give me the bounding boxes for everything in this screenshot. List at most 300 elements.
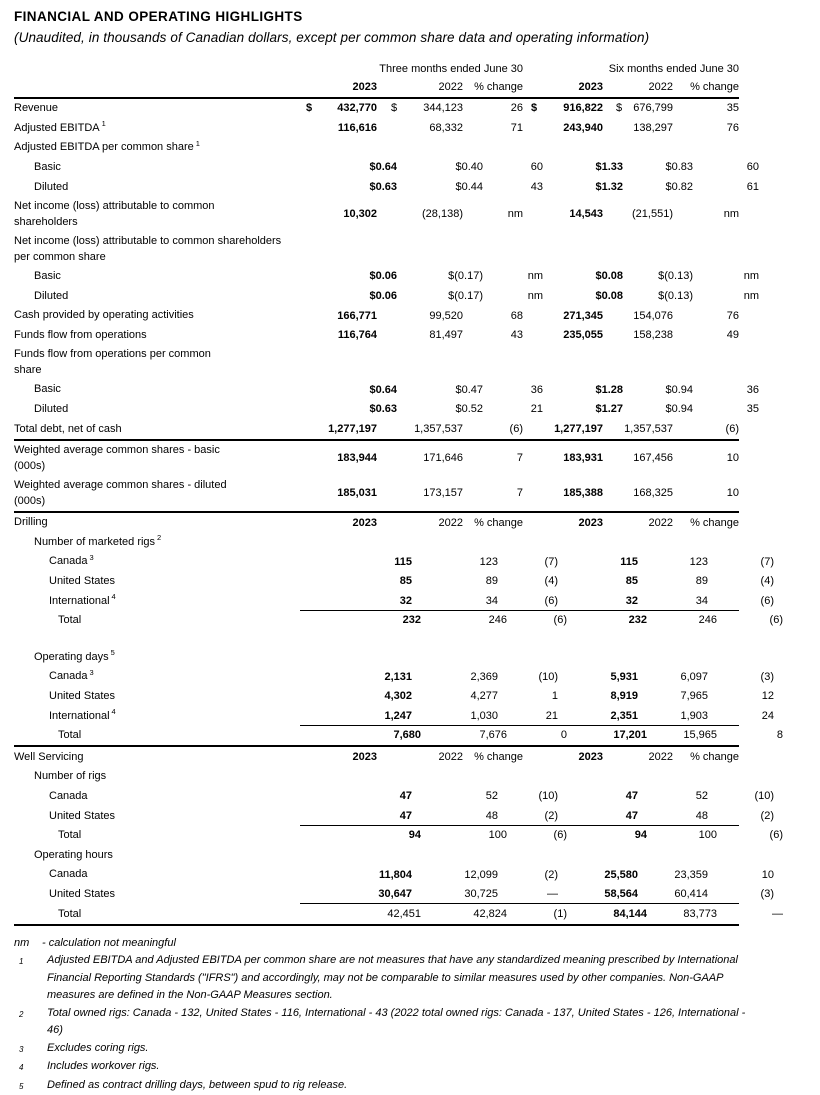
row-values [300,81,739,93]
pct-change-6mo: 76 [726,309,739,322]
pct-change-6mo: 36 [746,383,759,396]
value-2022-3mo: 2022 [438,751,463,764]
pct-change-3mo: — [547,888,558,901]
row-values [344,614,783,626]
value-2023-6mo: 17,201 [613,729,647,742]
group-header-three-months: Three months ended June 30 [379,63,523,75]
row-label-line: shareholders [14,216,78,229]
table-row [14,99,739,119]
row-values [335,790,774,802]
pct-change-3mo: 26 [510,102,523,115]
value-2023-6mo: 58,564 [604,888,638,901]
value-2022-6mo: 154,076 [633,309,673,322]
spacer-row [14,630,739,647]
row-label [14,198,300,231]
value-2022-3mo: (28,138) [422,208,463,221]
row-label [14,688,335,705]
value-2022-6mo: $(0.13) [658,289,693,302]
value-2023-6mo: 1,277,197 [554,422,603,435]
value-2023-6mo: 185,388 [563,487,603,500]
pct-change-3mo: % change [474,516,523,529]
row-label [14,139,300,156]
row-label [14,346,300,379]
row-values [300,122,739,134]
footnote [14,1058,816,1077]
value-2023-3mo: 10,302 [343,208,377,221]
row-values [300,208,739,220]
table-row [14,786,774,806]
table-row [14,118,739,138]
row-label-line: Total [58,729,82,742]
row-label-line: Canada [49,789,88,802]
value-2023-3mo: $0.63 [369,180,397,193]
row-values [335,671,774,683]
row-values [344,908,783,920]
value-2023-6mo: $1.33 [595,161,623,174]
section-header-row [14,747,739,767]
value-2023-3mo: 185,031 [337,487,377,500]
pct-change-6mo: 60 [746,161,759,174]
pct-change-6mo: 35 [746,403,759,416]
row-label-line: Net income (loss) attributable to common [14,199,215,212]
table-row [14,572,774,592]
value-2023-3mo: 2,131 [384,670,412,683]
dollar-sign: $ [616,102,623,115]
row-values [320,290,759,302]
value-2022-3mo: 173,157 [423,487,463,500]
value-2023-3mo: 115 [394,555,412,568]
table-row [14,532,739,552]
row-values [320,181,759,193]
row-values [320,161,759,173]
pct-change-3mo: 68 [510,309,523,322]
value-2023-6mo: $1.27 [595,403,623,416]
value-2022-3mo: $0.40 [455,161,483,174]
value-2023-6mo: 2023 [578,751,603,764]
table-row [14,667,774,687]
value-2022-6mo: 123 [689,555,708,568]
pct-change-3mo: (6) [544,594,558,607]
value-2022-6mo: 167,456 [633,452,673,465]
value-2022-6mo: $0.83 [665,161,693,174]
table-rows [14,77,783,926]
pct-change-3mo: (6) [509,422,523,435]
row-values [344,829,783,841]
value-2022-3mo: $(0.17) [448,270,483,283]
value-2022-3mo: 171,646 [423,452,463,465]
table-row [14,591,774,611]
row-label [14,120,300,137]
dollar-sign: $ [391,102,398,115]
value-2023-3mo: 42,451 [387,907,421,920]
row-label-line: Basic [34,270,61,283]
pct-change-6mo: 10 [761,868,774,881]
row-label-line: Basic [34,160,61,173]
value-2022-3mo: 246 [488,614,507,627]
value-2023-3mo: 85 [399,575,412,588]
value-2023-6mo: 115 [620,555,638,568]
value-2023-6mo: 232 [628,614,647,627]
value-2023-6mo: 84,144 [613,907,647,920]
pct-change-6mo: (6) [769,829,783,842]
row-label [14,593,335,610]
page-subtitle: (Unaudited, in thousands of Canadian dollars, except per common share data and operating information) [14,30,650,45]
table-row [14,232,739,267]
value-2023-3mo: 30,647 [378,888,412,901]
row-label [14,477,300,510]
value-2022-3mo: $0.52 [455,403,483,416]
row-values [335,690,774,702]
value-2022-6mo: 158,238 [633,329,673,342]
table-row [14,865,774,885]
footnote-reference: 1 [195,138,200,148]
row-label-line: Total [58,614,82,627]
row-values [300,423,739,435]
value-2023-3mo: 4,302 [384,690,412,703]
value-2023-3mo: $0.64 [369,161,397,174]
row-label-line: Operating hours [34,848,113,861]
row-label-line: Funds flow from operations per common [14,347,211,360]
pct-change-6mo: — [772,907,783,920]
table-row [14,845,739,865]
table-row [14,157,759,177]
footnote [14,935,816,953]
row-label [14,100,300,117]
value-2023-3mo: 94 [408,829,421,842]
value-2023-3mo: 432,770 $ [306,102,377,115]
value-2022-6mo: 6,097 [680,670,708,683]
value-2022-3mo: $(0.17) [448,289,483,302]
value-2023-6mo: 8,919 [610,690,638,703]
table-row [14,306,739,326]
section-header-row [14,77,739,99]
value-2023-6mo: 5,931 [610,670,638,683]
value-2023-6mo: 32 [625,594,638,607]
row-label-line: Operating days $^5$ [34,648,115,663]
value-2023-3mo: $0.06 [369,289,397,302]
row-label [14,866,335,883]
table-row [14,197,739,232]
row-values [335,710,774,722]
value-2023-6mo: $0.08 [595,270,623,283]
row-values [300,102,739,114]
pct-change-6mo: 8 [776,729,783,742]
footnote-reference: 4 [111,591,116,601]
row-label [14,649,320,666]
value-2023-6mo: 2023 [578,516,603,529]
row-label [14,612,344,629]
pct-change-3mo: (7) [544,555,558,568]
page-title: FINANCIAL AND OPERATING HIGHLIGHTS [14,9,303,24]
row-label [14,268,320,285]
value-2022-6mo: 2022 [648,80,673,93]
row-label-line: International $^4$ [49,591,116,607]
row-values [335,888,774,900]
row-label [14,788,335,805]
footnote-reference: 1 [101,119,106,129]
row-values [300,517,739,529]
row-label-line: share [14,364,42,377]
row-label-line: Well Servicing [14,750,84,763]
value-2022-6mo: (21,551) [632,208,673,221]
value-2022-3mo: 12,099 [464,868,498,881]
value-2022-6mo: $0.94 [665,403,693,416]
value-2022-6mo: 52 [695,790,708,803]
value-2023-3mo: 232 [402,614,421,627]
value-2023-6mo: 235,055 [563,329,603,342]
row-values [335,556,774,568]
value-2022-6mo: 2022 [648,751,673,764]
pct-change-3mo: 7 [516,487,523,500]
table-row [14,419,739,441]
row-label-line: Cash provided by operating activities [14,309,194,322]
footnote-text: Excludes coring rigs. [47,1041,149,1054]
value-2023-6mo: $1.28 [595,383,623,396]
value-2023-6mo: 85 [625,575,638,588]
value-2022-6mo: 15,965 [683,729,717,742]
pct-change-3mo: (2) [544,868,558,881]
value-2022-6mo: 34 [695,594,708,607]
row-label-line: Diluted [34,289,69,302]
row-label [14,768,320,785]
pct-change-6mo: (2) [760,809,774,822]
row-label [14,749,300,766]
pct-change-3mo: 71 [510,121,523,134]
row-label-line: United States [49,575,116,588]
row-label-line: (000s) [14,495,46,508]
table-row [14,552,774,572]
footnote [14,1005,816,1040]
row-label-line: United States [49,690,116,703]
value-2022-3mo: 34 [485,594,498,607]
footnote-text: Includes workover rigs. [47,1060,160,1073]
pct-change-3mo: (1) [553,907,567,920]
table-row [14,767,739,787]
pct-change-3mo: (6) [553,829,567,842]
value-2023-3mo: 11,804 [378,868,412,881]
value-2023-3mo: $0.06 [369,270,397,283]
row-label-line: (000s) [14,460,46,473]
pct-change-6mo: 12 [761,690,774,703]
row-label [14,307,300,324]
row-label-line: Adjusted EBITDA per common share $^1$ [14,138,200,154]
footnote-marker: 2 [19,1009,24,1019]
row-label-line: Revenue [14,102,59,115]
pct-change-6mo: 61 [746,180,759,193]
table-row [14,686,774,706]
value-2022-3mo: 99,520 [429,309,463,322]
value-2022-3mo: 52 [485,790,498,803]
value-2023-3mo: 183,944 [337,452,377,465]
footnote-text: Defined as contract drilling days, between spud to rig release. [47,1078,348,1091]
section-header-row [14,513,739,533]
pct-change-3mo: nm [527,270,543,283]
row-label [14,668,335,685]
pct-change-6mo: 35 [726,102,739,115]
row-values [335,810,774,822]
value-2022-3mo: 89 [485,575,498,588]
value-2022-6mo: 138,297 [633,121,673,134]
pct-change-6mo: 76 [726,121,739,134]
footnote-text: - calculation not meaningful [42,936,176,949]
value-2023-6mo: 2,351 [610,709,638,722]
pct-change-3mo: (4) [544,575,558,588]
pct-change-6mo: % change [690,80,739,93]
footnote-text: Adjusted EBITDA and Adjusted EBITDA per common share are not measures that have any standardized meaning prescribed by International Financial Reporting Standards ("IFRS") and accordingly, may not be comparable to similar measures used by other companies. Non-GAAP measures are defined in the Non-GAAP Measures section. [47,954,738,1002]
row-label [14,553,335,570]
table-row [14,476,739,513]
value-2023-6mo: 94 [634,829,647,842]
value-2023-3mo: 116,764 [337,329,377,342]
value-2022-6mo: $0.82 [665,180,693,193]
value-2023-3mo: 2023 [352,751,377,764]
table-row [14,806,774,826]
value-2023-3mo: 1,247 [384,709,412,722]
value-2022-6mo: 100 [698,829,717,842]
value-2023-3mo: 1,277,197 [328,422,377,435]
pct-change-6mo: (3) [760,888,774,901]
value-2022-3mo: 7,676 [479,729,507,742]
footnote-marker: 3 [19,1044,24,1054]
row-label [14,159,320,176]
table-row [14,611,783,631]
pct-change-6mo: % change [690,751,739,764]
value-2023-3mo: $0.63 [369,403,397,416]
footnote-marker: 5 [19,1081,24,1091]
value-2022-3mo: 4,277 [470,690,498,703]
row-label [14,808,335,825]
value-2023-6mo: 271,345 [563,309,603,322]
row-values [335,869,774,881]
value-2022-6mo: 60,414 [674,888,708,901]
table-row [14,706,774,726]
pct-change-6mo: (7) [760,555,774,568]
footnote-marker: nm [14,936,30,949]
pct-change-3mo: % change [474,80,523,93]
table-row [14,826,783,846]
value-2023-3mo: 166,771 [337,309,377,322]
pct-change-6mo: (6) [725,422,739,435]
footnotes [14,935,816,1095]
dollar-sign: $ [531,102,538,115]
value-2023-6mo: 14,543 [569,208,603,221]
footnote [14,1077,816,1095]
value-2022-6mo: 23,359 [674,868,708,881]
pct-change-6mo: nm [743,270,759,283]
pct-change-3mo: 7 [516,452,523,465]
pct-change-3mo: 43 [510,329,523,342]
footnote-reference: 4 [111,706,116,716]
value-2023-6mo: 2023 [578,80,603,93]
pct-change-6mo: 10 [726,487,739,500]
row-label-line: per common share [14,251,106,264]
row-label [14,827,344,844]
row-label-line: Diluted [34,403,69,416]
footnote-reference: 3 [89,667,94,677]
value-2023-3mo: 47 [399,809,412,822]
pct-change-3mo: (2) [544,809,558,822]
row-label [14,847,320,864]
row-values [335,575,774,587]
pct-change-3mo: % change [474,751,523,764]
row-label-line: Diluted [34,180,69,193]
footnote-reference: 5 [110,648,115,658]
value-2022-6mo: 89 [695,575,708,588]
footnote-reference: 3 [89,552,94,562]
row-label-line: Total [58,829,82,842]
row-label [14,573,335,590]
value-2023-3mo: 47 [399,790,412,803]
row-label [14,906,344,923]
value-2023-6mo: 47 [625,790,638,803]
row-label-line: Funds flow from operations [14,328,147,341]
value-2023-3mo: 116,616 [337,121,377,134]
value-2023-3mo: 2023 [352,516,377,529]
pct-change-3mo: 60 [530,161,543,174]
value-2022-6mo: 7,965 [680,690,708,703]
pct-change-3mo: nm [507,208,523,221]
row-label [14,886,335,903]
pct-change-6mo: 24 [761,709,774,722]
row-label-line: Drilling [14,516,48,529]
pct-change-6mo: nm [743,289,759,302]
value-2022-3mo: 344,123 $ [391,102,463,115]
value-2022-6mo: 2022 [648,516,673,529]
row-label [14,514,300,531]
value-2022-3mo: 100 [488,829,507,842]
footnote-reference: 2 [157,533,162,543]
value-2022-3mo: 123 [479,555,498,568]
row-label [14,179,320,196]
row-label-line: International $^4$ [49,706,116,722]
table-row [14,177,759,197]
value-2023-3mo: $0.64 [369,383,397,396]
pct-change-6mo: (4) [760,575,774,588]
footnote-text: Total owned rigs: Canada - 132, United States - 116, International - 43 (2022 total owned rigs: Canada - 137, United States - 126, International - 46) [47,1006,746,1037]
value-2022-3mo: 81,497 [429,329,463,342]
pct-change-6mo: (6) [760,594,774,607]
pct-change-6mo: nm [723,208,739,221]
value-2022-6mo: 1,357,537 [624,422,673,435]
value-2023-3mo: 32 [399,594,412,607]
row-label-line: Canada $^3$ [49,552,94,568]
row-values [320,270,759,282]
pct-change-3mo: 43 [530,180,543,193]
row-label [14,327,300,344]
row-label [14,727,344,744]
row-label [14,381,320,398]
row-label [14,442,300,475]
value-2022-3mo: 30,725 [464,888,498,901]
row-label-line: Canada $^3$ [49,667,94,683]
footnote-marker: 4 [19,1063,24,1073]
row-label-line: Number of marketed rigs $^2$ [34,533,162,548]
row-values [300,329,739,341]
row-label-line: Adjusted EBITDA $^1$ [14,119,106,134]
pct-change-3mo: 21 [530,403,543,416]
value-2022-6mo: 676,799 $ [616,102,673,115]
row-label-line: Canada [49,868,88,881]
value-2023-6mo: $1.32 [595,180,623,193]
value-2022-3mo: $0.47 [455,383,483,396]
value-2023-3mo: 2023 [352,80,377,93]
pct-change-6mo: % change [690,516,739,529]
footnote [14,1040,816,1059]
row-label [14,401,320,418]
value-2022-3mo: 2022 [438,516,463,529]
value-2022-3mo: 42,824 [473,907,507,920]
value-2023-6mo: $0.08 [595,289,623,302]
